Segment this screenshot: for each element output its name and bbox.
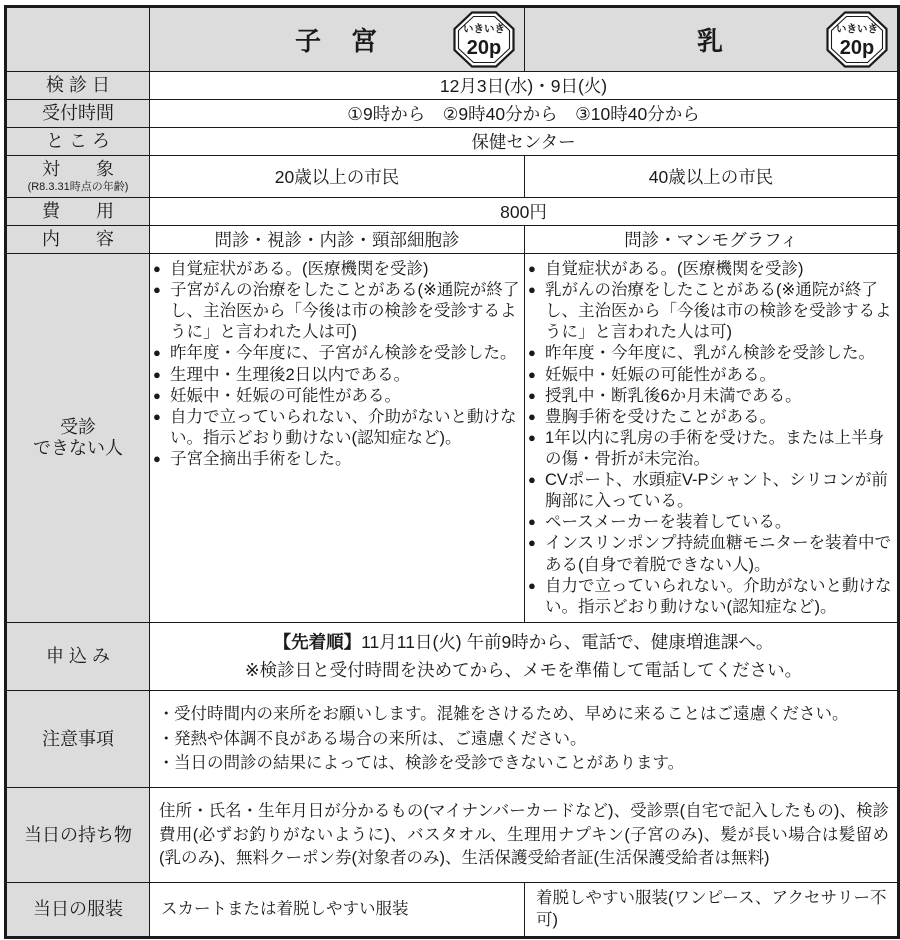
place-label: と こ ろ xyxy=(6,128,150,156)
list-item: ● 自力で立っていられない。介助がないと動けない。指示どおり動けない(認知症など)。 xyxy=(528,576,895,618)
ineligible-uterus-cell xyxy=(150,254,525,623)
apply-line1: 11月11日(火) 午前9時から、電話で、健康増進課へ。 xyxy=(361,632,774,653)
uterus-column-title: 子 宮 xyxy=(294,26,379,56)
clothing-uterus-cell xyxy=(150,883,525,938)
clothing-breast-cell xyxy=(525,883,899,938)
list-item: ● ペースメーカーを装着している。 xyxy=(528,512,895,533)
clothing-label: 当日の服装 xyxy=(6,883,150,938)
time-row xyxy=(6,100,899,128)
notes-cell xyxy=(150,691,899,788)
list-item: ● 昨年度・今年度に、乳がん検診を受診した。 xyxy=(528,343,895,364)
time-label: 受付時間 xyxy=(6,100,150,128)
fee-value: 800円 xyxy=(150,198,899,226)
notes-row xyxy=(6,691,899,788)
header-breast-cell xyxy=(525,7,899,72)
list-item: ● 子宮全摘出手術をした。 xyxy=(153,449,522,470)
list-item: ・ 受付時間内の来所をお願いします。混雑をさけるため、早めに来ることはご遠慮ください。 xyxy=(158,702,893,727)
svg-text:いきいき: いきいき xyxy=(836,23,878,35)
fee-row xyxy=(6,198,899,226)
screening-info-table xyxy=(4,5,900,939)
svg-text:いきいき: いきいき xyxy=(463,23,505,35)
notes-list xyxy=(150,702,897,776)
ineligible-label-line1: 受診 xyxy=(60,417,96,438)
list-item: ● 豊胸手術を受けたことがある。 xyxy=(528,407,895,428)
apply-cell xyxy=(150,623,899,691)
list-item: ● 生理中・生理後2日以内である。 xyxy=(153,365,522,386)
apply-text xyxy=(150,629,897,683)
ikiiki-20p-badge-icon xyxy=(826,11,888,68)
list-item: ・ 当日の問診の結果によっては、検診を受診できないことがあります。 xyxy=(158,751,893,776)
apply-first-come-badge: 【先着順】 xyxy=(273,632,362,653)
header-empty-cell xyxy=(6,7,150,72)
ikiiki-20p-badge-icon xyxy=(453,11,515,68)
target-row xyxy=(6,156,899,198)
belongings-cell xyxy=(150,788,899,883)
date-label: 検 診 日 xyxy=(6,72,150,100)
date-row xyxy=(6,72,899,100)
list-item: ● インスリンポンプ持続血糖モニターを装着中である(自身で着脱できない人)。 xyxy=(528,533,895,575)
belongings-text: 住所・氏名・生年月日が分かるもの(マイナンバーカードなど)、受診票(自宅で記入したもの)、検診費用(必ずお釣りがないように)、バスタオル、生理用ナプキン(子宮のみ)、髪が長い場合は髪留め(乳のみ)、無料クーポン券(対象者のみ)、生活保護受給者証(生活保護受給者は無料) xyxy=(159,802,889,868)
svg-text:20p: 20p xyxy=(466,37,502,59)
apply-row xyxy=(6,623,899,691)
ineligible-row xyxy=(6,254,899,623)
place-row xyxy=(6,128,899,156)
content-breast-value: 問診・マンモグラフィ xyxy=(525,226,899,254)
list-item: ● 妊娠中・妊娠の可能性がある。 xyxy=(528,365,895,386)
ineligible-uterus-list xyxy=(153,259,522,470)
time-value: ①9時から ②9時40分から ③10時40分から xyxy=(150,100,899,128)
list-item: ● 乳がんの治療をしたことがある(※通院が終了し、主治医から「今後は市の検診を受診するように」と言われた人は可) xyxy=(528,280,895,343)
target-label-note: (R8.3.31時点の年齢) xyxy=(27,181,129,194)
clothing-row xyxy=(6,883,899,938)
date-value: 12月3日(水)・9日(火) xyxy=(150,72,899,100)
fee-label: 費 用 xyxy=(6,198,150,226)
list-item: ● 昨年度・今年度に、子宮がん検診を受診した。 xyxy=(153,343,522,364)
ineligible-breast-cell xyxy=(525,254,899,623)
header-uterus-cell xyxy=(150,7,525,72)
ineligible-label xyxy=(6,254,150,623)
content-row xyxy=(6,226,899,254)
ineligible-label-line2: できない人 xyxy=(33,438,123,458)
list-item: ・ 発熱や体調不良がある場合の来所は、ご遠慮ください。 xyxy=(158,727,893,752)
list-item: ● 妊娠中・妊娠の可能性がある。 xyxy=(153,386,522,407)
list-item: ● 自力で立っていられない、介助がないと動けない。指示どおり動けない(認知症など)。 xyxy=(153,407,522,449)
ineligible-breast-list xyxy=(528,259,895,618)
apply-label: 申 込 み xyxy=(6,623,150,691)
place-value: 保健センター xyxy=(150,128,899,156)
target-breast-value: 40歳以上の市民 xyxy=(525,156,899,198)
content-uterus-value: 問診・視診・内診・頸部細胞診 xyxy=(150,226,525,254)
header-row xyxy=(6,7,899,72)
content-label: 内 容 xyxy=(6,226,150,254)
belongings-label: 当日の持ち物 xyxy=(6,788,150,883)
svg-text:20p: 20p xyxy=(839,37,875,59)
list-item: ● CVポート、水頭症V-Pシャント、シリコンが前胸部に入っている。 xyxy=(528,470,895,512)
list-item: ● 自覚症状がある。(医療機関を受診) xyxy=(153,259,522,280)
target-uterus-value: 20歳以上の市民 xyxy=(150,156,525,198)
clothing-uterus-text: スカートまたは着脱しやすい服装 xyxy=(161,899,409,918)
clothing-breast-text: 着脱しやすい服装(ワンピース、アクセサリー不可) xyxy=(536,889,887,929)
list-item: ● 授乳中・断乳後6か月未満である。 xyxy=(528,386,895,407)
apply-line2: ※検診日と受付時間を決めてから、メモを準備して電話してください。 xyxy=(244,659,803,680)
breast-column-title: 乳 xyxy=(696,26,725,56)
list-item: ● 自覚症状がある。(医療機関を受診) xyxy=(528,259,895,280)
belongings-row xyxy=(6,788,899,883)
target-label-main: 対 象 xyxy=(42,159,114,180)
list-item: ● 子宮がんの治療をしたことがある(※通院が終了し、主治医から「今後は市の検診を受診するように」と言われた人は可) xyxy=(153,280,522,343)
notes-label: 注意事項 xyxy=(6,691,150,788)
target-label xyxy=(6,156,150,198)
list-item: ● 1年以内に乳房の手術を受けた。または上半身の傷・骨折が未完治。 xyxy=(528,428,895,470)
